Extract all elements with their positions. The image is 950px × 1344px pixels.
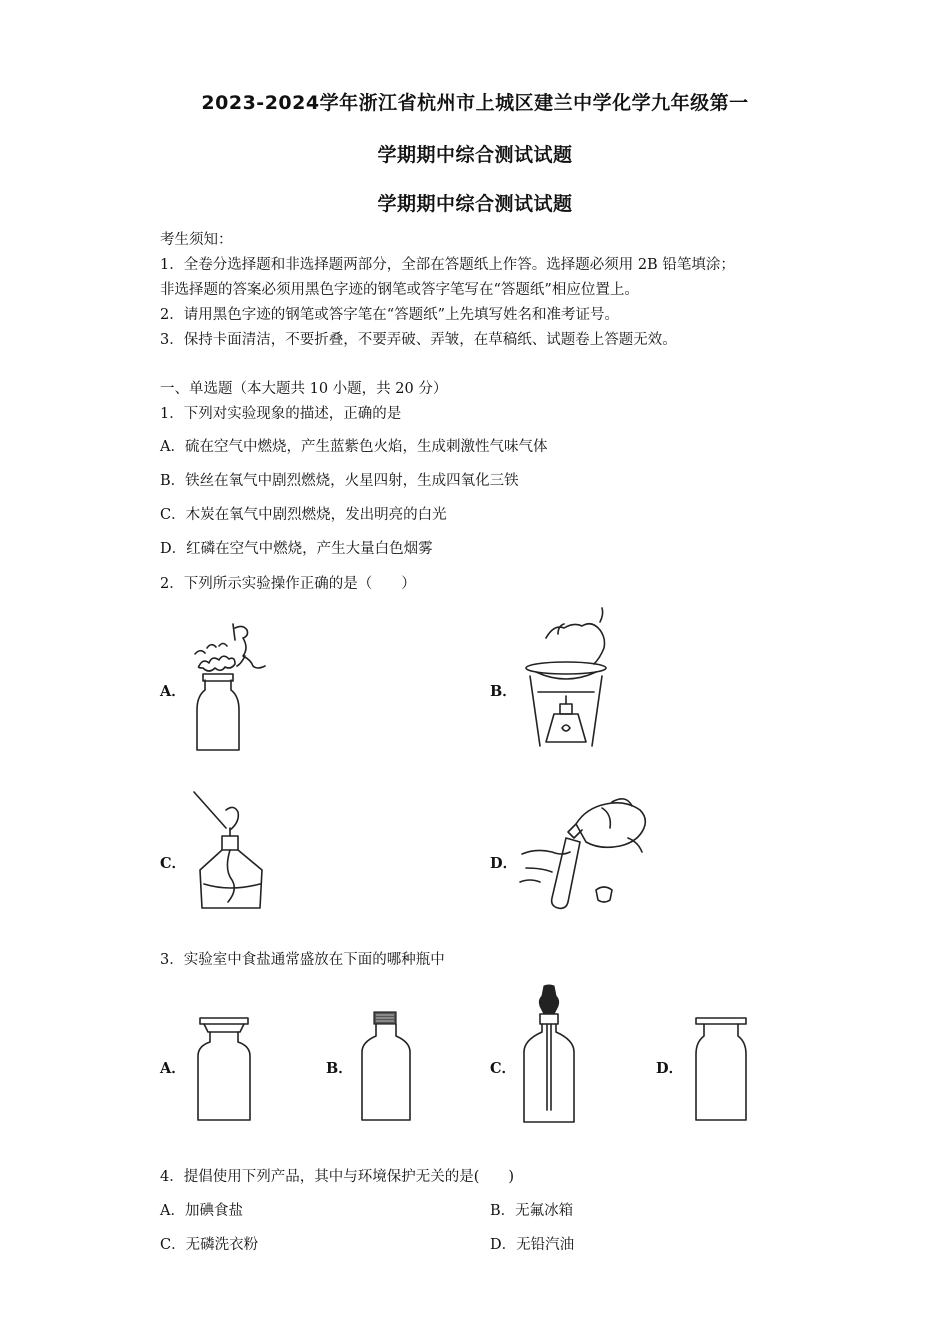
q1-stem: 1．下列对实验现象的描述，正确的是 [160,406,402,422]
q3-figure-c-dropper-bottle [520,984,578,1130]
q3-stem: 3．实验室中食盐通常盛放在下面的哪种瓶中 [160,952,445,968]
q2-figure-c-lamp-lighting [190,788,270,922]
q2-figure-d-pouring-liquid [516,794,651,918]
q4-option-d: D．无铅汽油 [490,1237,575,1253]
notice-heading: 考生须知： [160,232,233,248]
q2-stem: 2．下列所示实验操作正确的是（ ） [160,576,416,592]
doc-title-line1: 2023-2024学年浙江省杭州市上城区建兰中学化学九年级第一 [201,92,749,114]
q2-label-b: B． [490,683,517,700]
q3-label-b: B． [326,1060,353,1077]
q2-label-d: D． [490,855,518,872]
q4-option-a: A．加碘食盐 [160,1203,243,1219]
q3-figure-a-wide-mouth-bottle-stoppered [194,1016,254,1128]
q3-figure-d-narrow-mouth-bottle [692,1016,750,1128]
q1-option-d: D．红磷在空气中燃烧，产生大量白色烟雾 [160,541,433,557]
q4-option-b: B．无氟冰箱 [490,1203,574,1219]
notice-item-2: 2．请用黑色字迹的钢笔或答字笔在“答题纸”上先填写姓名和准考证号。 [160,307,620,323]
notice-item-3: 3．保持卡面清洁，不要折叠，不要弄破、弄皱，在草稿纸、试题卷上答题无效。 [160,332,677,348]
q2-label-c: C． [160,855,187,872]
q1-option-c: C．木炭在氧气中剧烈燃烧，发出明亮的白光 [160,507,447,523]
q4-stem: 4．提倡使用下列产品，其中与环境保护无关的是( ) [160,1169,515,1185]
section-heading: 一、单选题（本大题共 10 小题，共 20 分） [160,381,448,397]
q3-figure-b-screw-cap-bottle [358,1010,414,1128]
notice-item-1a: 1．全卷分选择题和非选择题两部分，全部在答题纸上作答。选择题必须用 2B 铅笔填涂； [160,257,735,273]
q3-label-c: C． [490,1060,517,1077]
q3-label-a: A． [160,1060,186,1077]
doc-title-line3: 学期期中综合测试试题 [377,193,573,215]
q1-option-b: B．铁丝在氧气中剧烈燃烧，火星四射，生成四氧化三铁 [160,473,519,489]
q2-figure-a-bottle-smell [185,618,275,757]
q3-label-d: D． [656,1060,684,1077]
doc-title-line2: 学期期中综合测试试题 [377,144,573,166]
q2-figure-b-tripod-heating [518,608,618,760]
q4-option-c: C．无磷洗衣粉 [160,1237,259,1253]
q2-label-a: A． [160,683,186,700]
notice-item-1b: 非选择题的答案必须用黑色字迹的钢笔或答字笔写在“答题纸”相应位置上。 [160,282,639,298]
q1-option-a: A．硫在空气中燃烧，产生蓝紫色火焰，生成刺激性气味气体 [160,439,548,455]
